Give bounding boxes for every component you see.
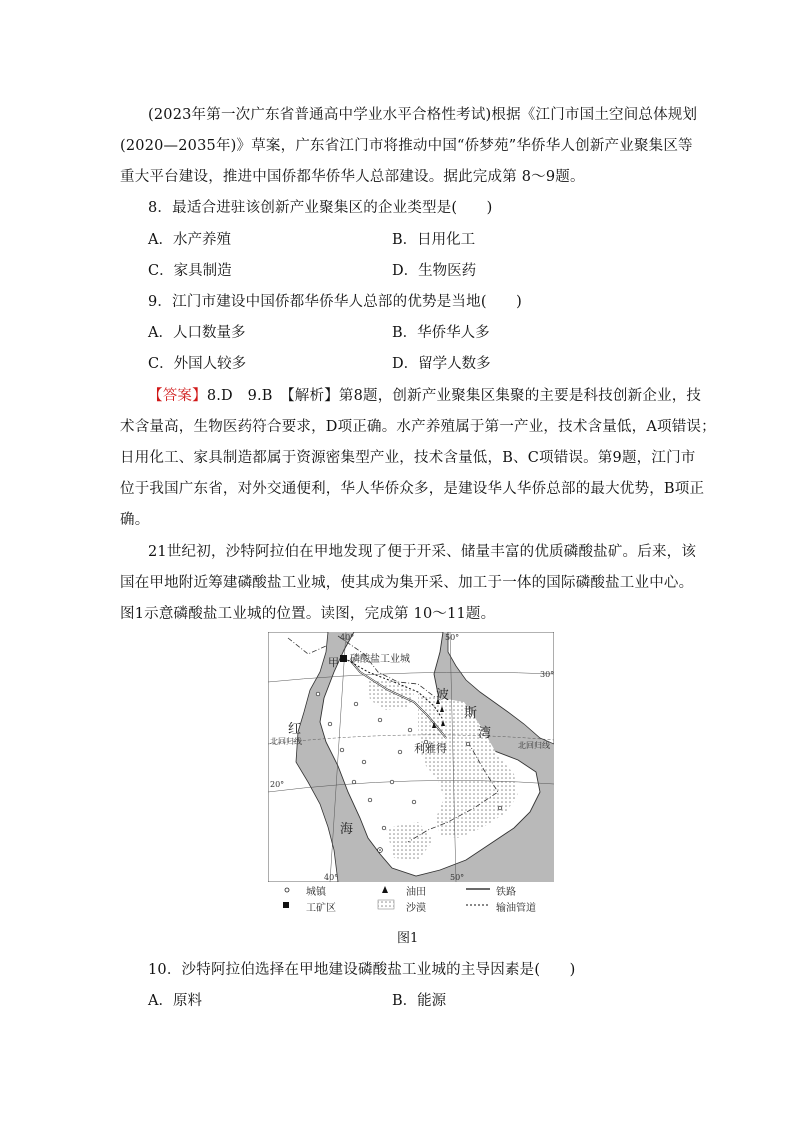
label-lat30: 30°	[540, 670, 555, 679]
q10-stem: 10．沙特阿拉伯选择在甲地建设磷酸盐工业城的主导因素是( )	[148, 962, 576, 978]
legend-desert-symbol	[378, 900, 394, 909]
label-lon50-top: 50°	[445, 633, 460, 642]
town-marker	[466, 742, 470, 746]
label-lon50-bottom: 50°	[450, 873, 465, 882]
answer-tag: 【答案】	[148, 388, 207, 404]
label-persian-3: 湾	[478, 726, 492, 741]
label-persian-2: 斯	[464, 706, 478, 721]
legend-mine-label: 工矿区	[306, 903, 336, 914]
town-marker	[398, 750, 402, 754]
answer-line1-text: 8.D 9.B 【解析】第8题，创新产业聚集区集聚的主要是科技创新企业，技	[206, 388, 702, 404]
label-lon40-bottom: 40°	[324, 873, 339, 882]
town-marker	[340, 748, 344, 752]
passage1-line3: 重大平台建设，推进中国侨都华侨华人总部建设。据此完成第 8～9题。	[120, 169, 585, 185]
town-marker	[390, 780, 394, 784]
answer-line4: 位于我国广东省，对外交通便利，华人华侨众多，是建设华人华侨总部的最大优势，B项正	[120, 481, 705, 497]
town-marker	[316, 692, 320, 696]
town-marker	[408, 728, 412, 732]
q9-option-b: B．华侨华人多	[392, 325, 490, 341]
q9-option-a: A．人口数量多	[148, 325, 246, 341]
town-marker	[352, 780, 356, 784]
q10-option-a: A．原料	[148, 993, 202, 1009]
label-phosphate-city: 磷酸盐工业城	[350, 654, 410, 665]
legend-mine-symbol	[283, 902, 289, 908]
town-marker	[498, 806, 502, 810]
town-marker	[362, 760, 366, 764]
legend-pipeline-label: 输油管道	[496, 903, 536, 914]
label-lon40-top: 40°	[340, 633, 355, 642]
town-marker-center	[379, 849, 381, 851]
label-riyadh: 利雅得	[414, 742, 447, 755]
legend-town-label: 城镇	[306, 887, 326, 898]
q8-option-b: B．日用化工	[392, 232, 476, 248]
q9-option-c: C．外国人较多	[148, 356, 247, 372]
arabia-map-figure	[268, 632, 554, 914]
label-lat20: 20°	[270, 780, 285, 789]
q9-stem: 9．江门市建设中国侨都华侨华人总部的优势是当地( )	[148, 294, 522, 310]
q9-option-d: D．留学人数多	[392, 356, 491, 372]
mine-jia-marker	[340, 655, 347, 662]
town-marker	[378, 718, 382, 722]
answer-line5: 确。	[120, 512, 150, 528]
town-marker	[412, 800, 416, 804]
passage1-line2: (2020—2035年)》草案，广东省江门市将推动中国“侨梦苑”华侨华人创新产业聚集区等	[120, 138, 693, 154]
legend-desert-label: 沙漠	[406, 903, 426, 914]
passage2-line1: 21世纪初，沙特阿拉伯在甲地发现了便于开采、储量丰富的优质磷酸盐矿。后来，该	[148, 544, 697, 560]
town-marker	[382, 826, 386, 830]
town-marker	[368, 798, 372, 802]
label-tropic-left: 北回归线	[270, 737, 302, 746]
label-jia: 甲	[328, 656, 339, 669]
passage2-line3: 图1示意磷酸盐工业城的位置。读图，完成第 10～11题。	[120, 606, 496, 622]
map-drawing	[268, 632, 554, 914]
legend-town-symbol	[285, 888, 289, 892]
passage1-line1: (2023年第一次广东省普通高中学业水平合格性考试)根据《江门市国土空间总体规划	[148, 107, 698, 123]
label-tropic-right: 北回归线	[518, 741, 550, 750]
legend-railway-label: 铁路	[496, 887, 516, 898]
label-red-sea-2: 海	[340, 822, 354, 837]
answer-line2: 术含量高，生物医药符合要求，D项正确。水产养殖属于第一产业，技术含量低，A项错误；	[120, 419, 716, 435]
q8-option-d: D．生物医药	[392, 263, 477, 279]
town-marker	[354, 702, 358, 706]
passage2-line2: 国在甲地附近筹建磷酸盐工业城，使其成为集开采、加工于一体的国际磷酸盐工业中心。	[120, 575, 694, 591]
answer-line1	[148, 384, 701, 405]
label-red-sea-1: 红	[288, 722, 302, 737]
q8-option-c: C．家具制造	[148, 263, 232, 279]
figure-caption: 图1	[397, 931, 419, 946]
label-persian-1: 波	[436, 688, 450, 703]
q10-option-b: B．能源	[392, 993, 447, 1009]
q8-stem: 8．最适合进驻该创新产业聚集区的企业类型是( )	[148, 200, 493, 216]
legend-oilfield-label: 油田	[406, 887, 426, 898]
town-marker	[328, 722, 332, 726]
answer-line3: 日用化工、家具制造都属于资源密集型产业，技术含量低，B、C项错误。第9题，江门市	[120, 450, 696, 466]
q8-option-a: A．水产养殖	[148, 232, 231, 248]
